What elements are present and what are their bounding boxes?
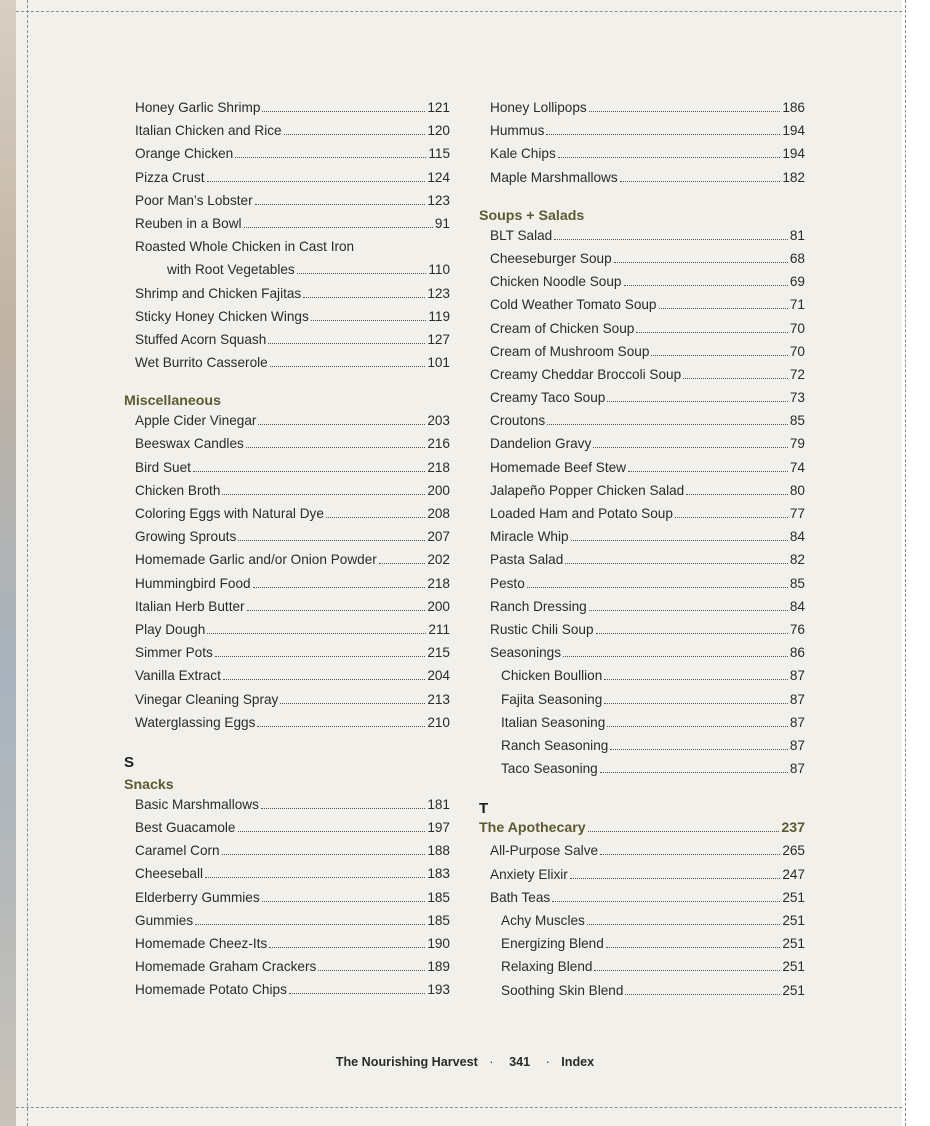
index-entry: Sticky Honey Chicken Wings 119 [135,308,450,324]
index-entry: Best Guacamole 197 [135,820,450,836]
index-entry: Pasta Salad 82 [490,552,805,568]
index-entry: Gummies 185 [135,912,450,928]
background-photo-edge [0,0,16,1126]
index-entry: Elderberry Gummies 185 [135,889,450,905]
index-entry: Maple Marshmallows 182 [490,169,805,185]
index-entry: Waterglassing Eggs 210 [135,714,450,730]
index-entry: Italian Chicken and Rice 120 [135,123,450,139]
index-entry: Seasonings 86 [490,645,805,661]
index-entry: Caramel Corn 188 [135,843,450,859]
index-entry: Apple Cider Vinegar 203 [135,413,450,429]
index-entry: Beeswax Candles 216 [135,436,450,452]
index-entry: Chicken Noodle Soup 69 [490,274,805,290]
index-entry: Wet Burrito Casserole 101 [135,355,450,371]
section-heading-soups-salads: Soups + Salads [479,207,585,224]
index-entry: Honey Lollipops 186 [490,100,805,115]
index-entry: Homemade Garlic and/or Onion Powder 202 [135,552,450,568]
letter-heading-s: S [124,753,135,771]
index-entry: Roasted Whole Chicken in Cast Iron [135,239,355,255]
index-entry: Cream of Chicken Soup 70 [490,320,805,336]
index-subentry: Chicken Boullion 87 [501,668,805,684]
index-subentry: Fajita Seasoning 87 [501,691,805,707]
footer-page-number: 341 [509,1055,531,1069]
page-margin-right [902,0,930,1126]
index-entry: Honey Garlic Shrimp 121 [135,100,450,115]
index-entry: Pizza Crust 124 [135,169,450,185]
apothecary-list [479,843,805,1005]
index-subentry: Achy Muscles 251 [501,913,805,928]
index-subentry: Taco Seasoning 87 [501,761,805,777]
index-entry: Hummingbird Food 218 [135,575,450,591]
index-entry: Homemade Cheez-Its 190 [135,936,450,951]
footer-book-title: The Nourishing Harvest [335,1055,478,1069]
index-entry: All-Purpose Salve 265 [490,843,805,859]
index-entry: Cheeseburger Soup 68 [490,250,805,266]
section-heading-apothecary: The Apothecary 237 [479,820,805,837]
index-entry: Ranch Dressing 84 [490,598,805,614]
index-entry: Homemade Potato Chips 193 [135,982,450,998]
index-entry: Vinegar Cleaning Spray 213 [135,691,450,707]
index-entry: Hummus 194 [490,123,805,139]
index-entry-continuation: with Root Vegetables 110 [167,262,450,278]
index-subentry: Relaxing Blend 251 [501,959,805,975]
index-entry: Homemade Beef Stew 74 [490,459,805,475]
footer-separator: · [489,1055,494,1069]
section-heading-snacks: Snacks [124,776,174,793]
index-entry: Italian Herb Butter 200 [135,598,450,614]
index-entry: Chicken Broth 200 [135,482,450,498]
index-entry: Creamy Cheddar Broccoli Soup 72 [490,366,805,382]
index-entry: Jalapeño Popper Chicken Salad 80 [490,482,805,498]
index-entry: Coloring Eggs with Natural Dye 208 [135,506,450,521]
index-column-right [479,100,805,1006]
index-entry: BLT Salad 81 [490,227,805,243]
index-entry: Rustic Chili Soup 76 [490,621,805,637]
index-entry: Bird Suet 218 [135,459,450,475]
section-heading-miscellaneous: Miscellaneous [124,393,221,410]
index-entry: Homemade Graham Crackers 189 [135,959,450,975]
index-subentry: Soothing Skin Blend 251 [501,982,805,998]
trim-line-right [905,0,906,1126]
index-entry: Bath Teas 251 [490,889,805,905]
index-entry: Creamy Taco Soup 73 [490,390,805,406]
recipes-continued-list [124,100,450,378]
page-footer [0,1055,930,1069]
index-entry: Cream of Mushroom Soup 70 [490,343,805,359]
index-entry: Simmer Pots 215 [135,645,450,661]
index-entry: Poor Man’s Lobster 123 [135,192,450,208]
index-entry: Vanilla Extract 204 [135,668,450,684]
index-column-left [124,100,450,1006]
index-entry: Shrimp and Chicken Fajitas 123 [135,285,450,301]
letter-heading-t: T [479,800,489,818]
snacks-continued-list [479,100,805,193]
footer-separator: · [545,1055,550,1069]
index-entry: Basic Marshmallows 181 [135,796,450,812]
index-entry: Growing Sprouts 207 [135,529,450,545]
index-entry: Play Dough 211 [135,621,450,637]
index-entry: Cheeseball 183 [135,866,450,882]
index-entry: Miracle Whip 84 [490,529,805,545]
trim-line-bottom [16,1107,902,1108]
index-subentry: Ranch Seasoning 87 [501,737,805,753]
snacks-list [124,797,450,1006]
index-entry: Pesto 85 [490,575,805,591]
index-entry: Reuben in a Bowl 91 [135,215,450,231]
index-entry: Stuffed Acorn Squash 127 [135,331,450,347]
trim-line-top [16,11,902,12]
index-entry: Anxiety Elixir 247 [490,866,805,882]
index-entry: Dandelion Gravy 79 [490,436,805,452]
soups-salads-list [479,228,805,785]
index-subentry: Italian Seasoning 87 [501,714,805,730]
index-subentry: Energizing Blend 251 [501,936,805,952]
footer-section: Index [561,1055,595,1069]
index-entry: Cold Weather Tomato Soup 71 [490,297,805,313]
miscellaneous-list [124,413,450,738]
index-entry: Loaded Ham and Potato Soup 77 [490,506,805,521]
index-entry: Croutons 85 [490,413,805,429]
index-entry: Orange Chicken 115 [135,146,450,162]
index-entry: Kale Chips 194 [490,146,805,162]
trim-line-left [27,0,28,1126]
